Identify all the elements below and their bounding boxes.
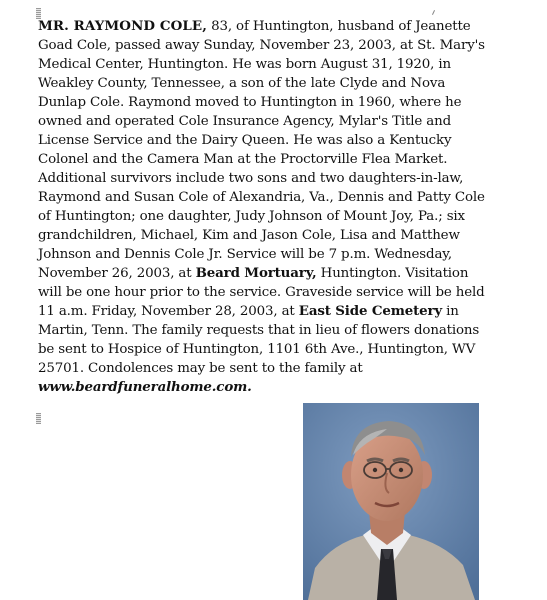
obituary-line: MR. RAYMOND COLE, 83, of Huntington, husband of Jeanette <box>38 18 471 34</box>
obituary-line: Dunlap Cole. Raymond moved to Huntington in 1960, where he <box>38 95 462 110</box>
obituary-line: Colonel and the Camera Man at the Proctorville Flea Market. <box>38 152 448 167</box>
funeral-home-name: Beard Mortuary, <box>195 265 317 281</box>
website-link-text: www.beardfuneralhome.com. <box>38 379 252 395</box>
obituary-line: 25701. Condolences may be sent to the family at <box>38 361 363 376</box>
obituary-line: November 26, 2003, at Beard Mortuary, Huntington. Visitation <box>38 265 469 281</box>
deceased-name: MR. RAYMOND COLE, <box>38 18 207 34</box>
obituary-line: of Huntington; one daughter, Judy Johnson of Mount Joy, Pa.; six <box>38 209 465 224</box>
obituary-line: Medical Center, Huntington. He was born August 31, 1920, in <box>38 57 451 72</box>
obituary-line: Martin, Tenn. The family requests that in lieu of flowers donations <box>38 323 480 338</box>
obituary-line: Johnson and Dennis Cole Jr. Service will be 7 p.m. Wednesday, <box>38 247 453 262</box>
obituary-line <box>38 378 520 397</box>
obituary-line: License Service and the Dairy Queen. He was also a Kentucky <box>38 133 452 148</box>
scan-artifact-mid <box>36 413 41 424</box>
portrait-photo <box>303 403 479 600</box>
obituary-line: Raymond and Susan Cole of Alexandria, Va., Dennis and Patty Cole <box>38 190 485 205</box>
obituary-line: owned and operated Cole Insurance Agency, Mylar's Title and <box>38 114 452 129</box>
scan-speck <box>432 10 435 15</box>
cemetery-name: East Side Cemetery <box>298 303 443 319</box>
obituary-line: be sent to Hospice of Huntington, 1101 6th Ave., Huntington, WV <box>38 342 476 357</box>
obituary-line: Additional survivors include two sons and two daughters-in-law, <box>38 171 464 186</box>
obituary-line: will be one hour prior to the service. Graveside service will be held <box>38 285 485 300</box>
obituary-line: Goad Cole, passed away Sunday, November 23, 2003, at St. Mary's <box>38 38 485 53</box>
obituary-line: 11 a.m. Friday, November 28, 2003, at East Side Cemetery in <box>38 303 459 319</box>
portrait-illustration <box>303 403 479 600</box>
obituary-text <box>38 17 520 397</box>
obituary-line: Weakley County, Tennessee, a son of the late Clyde and Nova <box>38 76 446 91</box>
obituary-line: grandchildren, Michael, Kim and Jason Cole, Lisa and Matthew <box>38 228 460 243</box>
